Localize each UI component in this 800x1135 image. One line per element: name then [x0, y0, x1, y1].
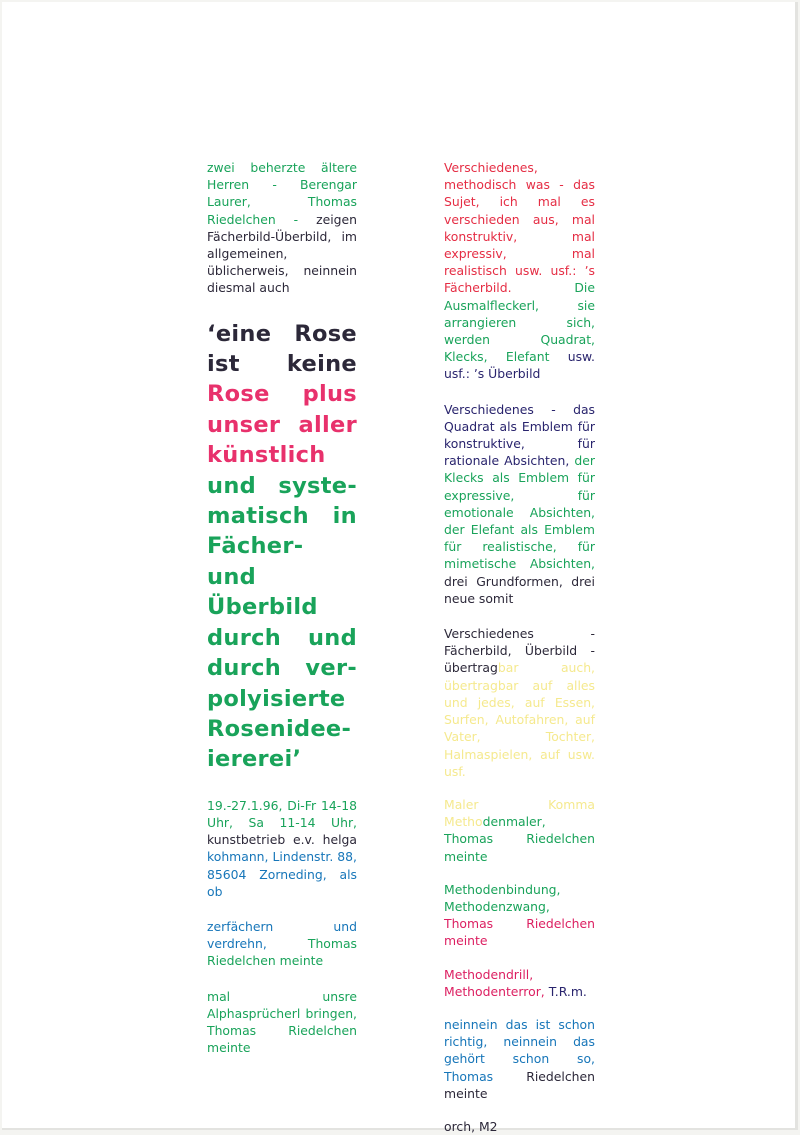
text-run: zwei beherzte ältere Herren - Berengar Laurer, Thomas Riedelchen -: [207, 160, 357, 227]
text-run: Methodenbindung, Methodenzwang,: [444, 881, 561, 914]
headline-line: ist keine: [207, 351, 357, 378]
text-run: orch, M2: [444, 1118, 498, 1134]
poster-page: [2, 2, 798, 1134]
headline-line: matisch in: [207, 503, 357, 530]
text-run: Verschiedenes, methodisch was - das Sujet, ich mal es verschieden aus, mal konstruktiv, mal expressiv, mal realistisch usw. usf.: ʼs Fächerbild.: [444, 160, 595, 296]
headline-line: ‘eine Rose: [207, 320, 357, 347]
text-run: kohmann, Lindenstr. 88, 85604 Zorneding, als ob: [207, 849, 357, 899]
text-run: zeigen Fächerbild-Überbild, im allgemeinen, üblicherweis, neinnein diesmal auch: [207, 211, 357, 296]
intro-paragraph: [207, 159, 357, 297]
neinnein-paragraph: [444, 1016, 595, 1102]
text-run: denmaler, Thomas Riedelchen meinte: [444, 814, 595, 864]
headline-line: und syste-: [207, 472, 357, 499]
headline-line: unser aller: [207, 411, 357, 438]
verschiedenes-faecherbild-paragraph: [444, 625, 595, 780]
maler-komma-paragraph: [444, 796, 595, 865]
text-run: Verschiedenes - das Quadrat als Emblem für konstruktive, für rationale Absichten,: [444, 401, 595, 469]
text-run: Thomas Riedelchen meinte: [207, 936, 357, 969]
headline-line: Fächer- und: [207, 533, 304, 590]
text-run: Verschiedenes - Fächerbild, Überbild - übertrag: [444, 626, 595, 676]
headline-line: Rose plus: [207, 381, 357, 408]
headline-quote: [207, 319, 357, 775]
text-run: kunstbetrieb e.v. helga: [207, 832, 357, 848]
exhibition-dates-paragraph: [207, 797, 357, 900]
headline-line: polyisierte: [207, 685, 346, 712]
verschiedenes-quadrat-paragraph: [444, 401, 595, 607]
headline-line: ierereiʼ: [207, 746, 302, 773]
headline-line: künstlich: [207, 442, 326, 469]
zerfaechern-paragraph: [207, 918, 357, 970]
text-run: der Klecks als Emblem für expressive, für emotionale Absichten, der Elefant als Emblem für realistische, für mimetische Absichten,: [444, 453, 595, 572]
text-run: 19.-27.1.96, Di-Fr 14-18 Uhr, Sa 11-14 Uhr,: [207, 797, 357, 830]
headline-line: Rosenidee-: [207, 715, 352, 742]
text-run: zerfächern und verdrehn,: [207, 918, 357, 952]
text-run: drei Grundformen, drei neue somit: [444, 573, 595, 606]
left-column: [207, 159, 357, 1056]
text-run: Die Ausmalfleckerl, sie arrangieren sich, werden Quadrat, Klecks, Elefant: [444, 280, 595, 365]
text-run: bar auch, übertragbar auf alles und jedes, auf Essen, Surfen, Autofahren, auf Vater, Tochter, Halmaspielen, auf usw. usf.: [444, 660, 595, 779]
text-run: Thomas Riedelchen meinte: [444, 916, 595, 949]
verschiedenes-methodisch-paragraph: [444, 159, 595, 383]
text-run: Riedelchen meinte: [444, 1068, 595, 1101]
headline-line: Überbild: [207, 594, 318, 621]
signature-paragraph: [444, 1118, 595, 1135]
headline-line: durch ver-: [207, 655, 357, 682]
alphaspruecherl-paragraph: [207, 988, 357, 1057]
text-run: T.R.m.: [548, 983, 587, 999]
text-run: neinnein das ist schon richtig, neinnein das gehört schon so, Thomas: [444, 1016, 595, 1084]
text-run: Maler Komma Metho: [444, 796, 595, 830]
headline-line: durch und: [207, 624, 357, 651]
text-run: mal unsre Alphasprücherl bringen, Thomas Riedelchen meinte: [207, 988, 357, 1056]
methodendrill-paragraph: [444, 966, 595, 1000]
right-column: [444, 159, 595, 1135]
text-run: usw. usf.: ʼs Überbild: [444, 349, 595, 382]
methodenbindung-paragraph: [444, 881, 595, 950]
text-run: Methodendrill, Methodenterror,: [444, 966, 549, 999]
